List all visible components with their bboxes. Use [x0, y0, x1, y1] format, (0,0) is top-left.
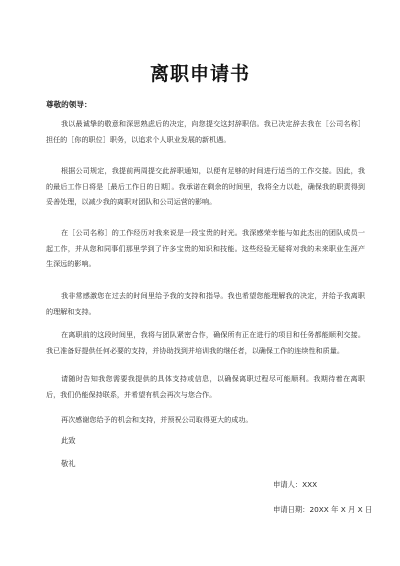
paragraph-thanks-support: 我非常感激您在过去的时间里给予我的支持和指导。我也希望您能理解我的决定，并给予我离职的理解和支持。	[46, 291, 365, 316]
closing-cizhi: 此致	[61, 436, 76, 445]
applicant-name: 申请人：XXX	[273, 480, 318, 489]
page-title: 离职申请书	[149, 63, 250, 85]
paragraph-intent: 我以最诚挚的敬意和深思熟虑后的决定，向您提交这封辞职信。我已决定辞去我在［公司名称］担任的［你的职位］职务，以追求个人职业发展的新机遇。	[46, 119, 365, 144]
paragraph-contact: 请随时告知我您需要我提供的具体支持或信息，以确保离职过程尽可能顺利。我期待着在离职后，我们仍能保持联系，并希望有机会再次与您合作。	[46, 374, 365, 399]
closing-jingli: 敬礼	[61, 459, 76, 468]
salutation: 尊敬的领导：	[46, 100, 92, 109]
paragraph-gratitude-experience: 在［公司名称］的工作经历对我来说是一段宝贵的时光。我深感荣幸能与如此杰出的团队成员一起工作，并从您和同事们那里学到了许多宝贵的知识和技能。这些经验无疑将对我的未来职业生涯产生深远的影响。	[46, 228, 365, 268]
application-date: 申请日期：20XX 年 X 月 X 日	[273, 505, 373, 514]
paragraph-final-thanks: 再次感谢您给予的机会和支持，并预祝公司取得更大的成功。	[61, 415, 253, 424]
paragraph-notice-period: 根据公司规定，我提前两周提交此辞职通知，以便有足够的时间进行适当的工作交接。因此，我的最后工作日将是［最后工作日的日期］。我承诺在剩余的时间里，我将全力以赴，确保我的职责得到妥善处理，以减少我的离职对团队和公司运营的影响。	[46, 166, 365, 206]
paragraph-handover: 在离职前的这段时间里，我将与团队紧密合作，确保所有正在进行的项目和任务都能顺利交接。我已准备好提供任何必要的支持，并协助找到并培训我的继任者，以确保工作的连续性和质量。	[46, 330, 365, 355]
